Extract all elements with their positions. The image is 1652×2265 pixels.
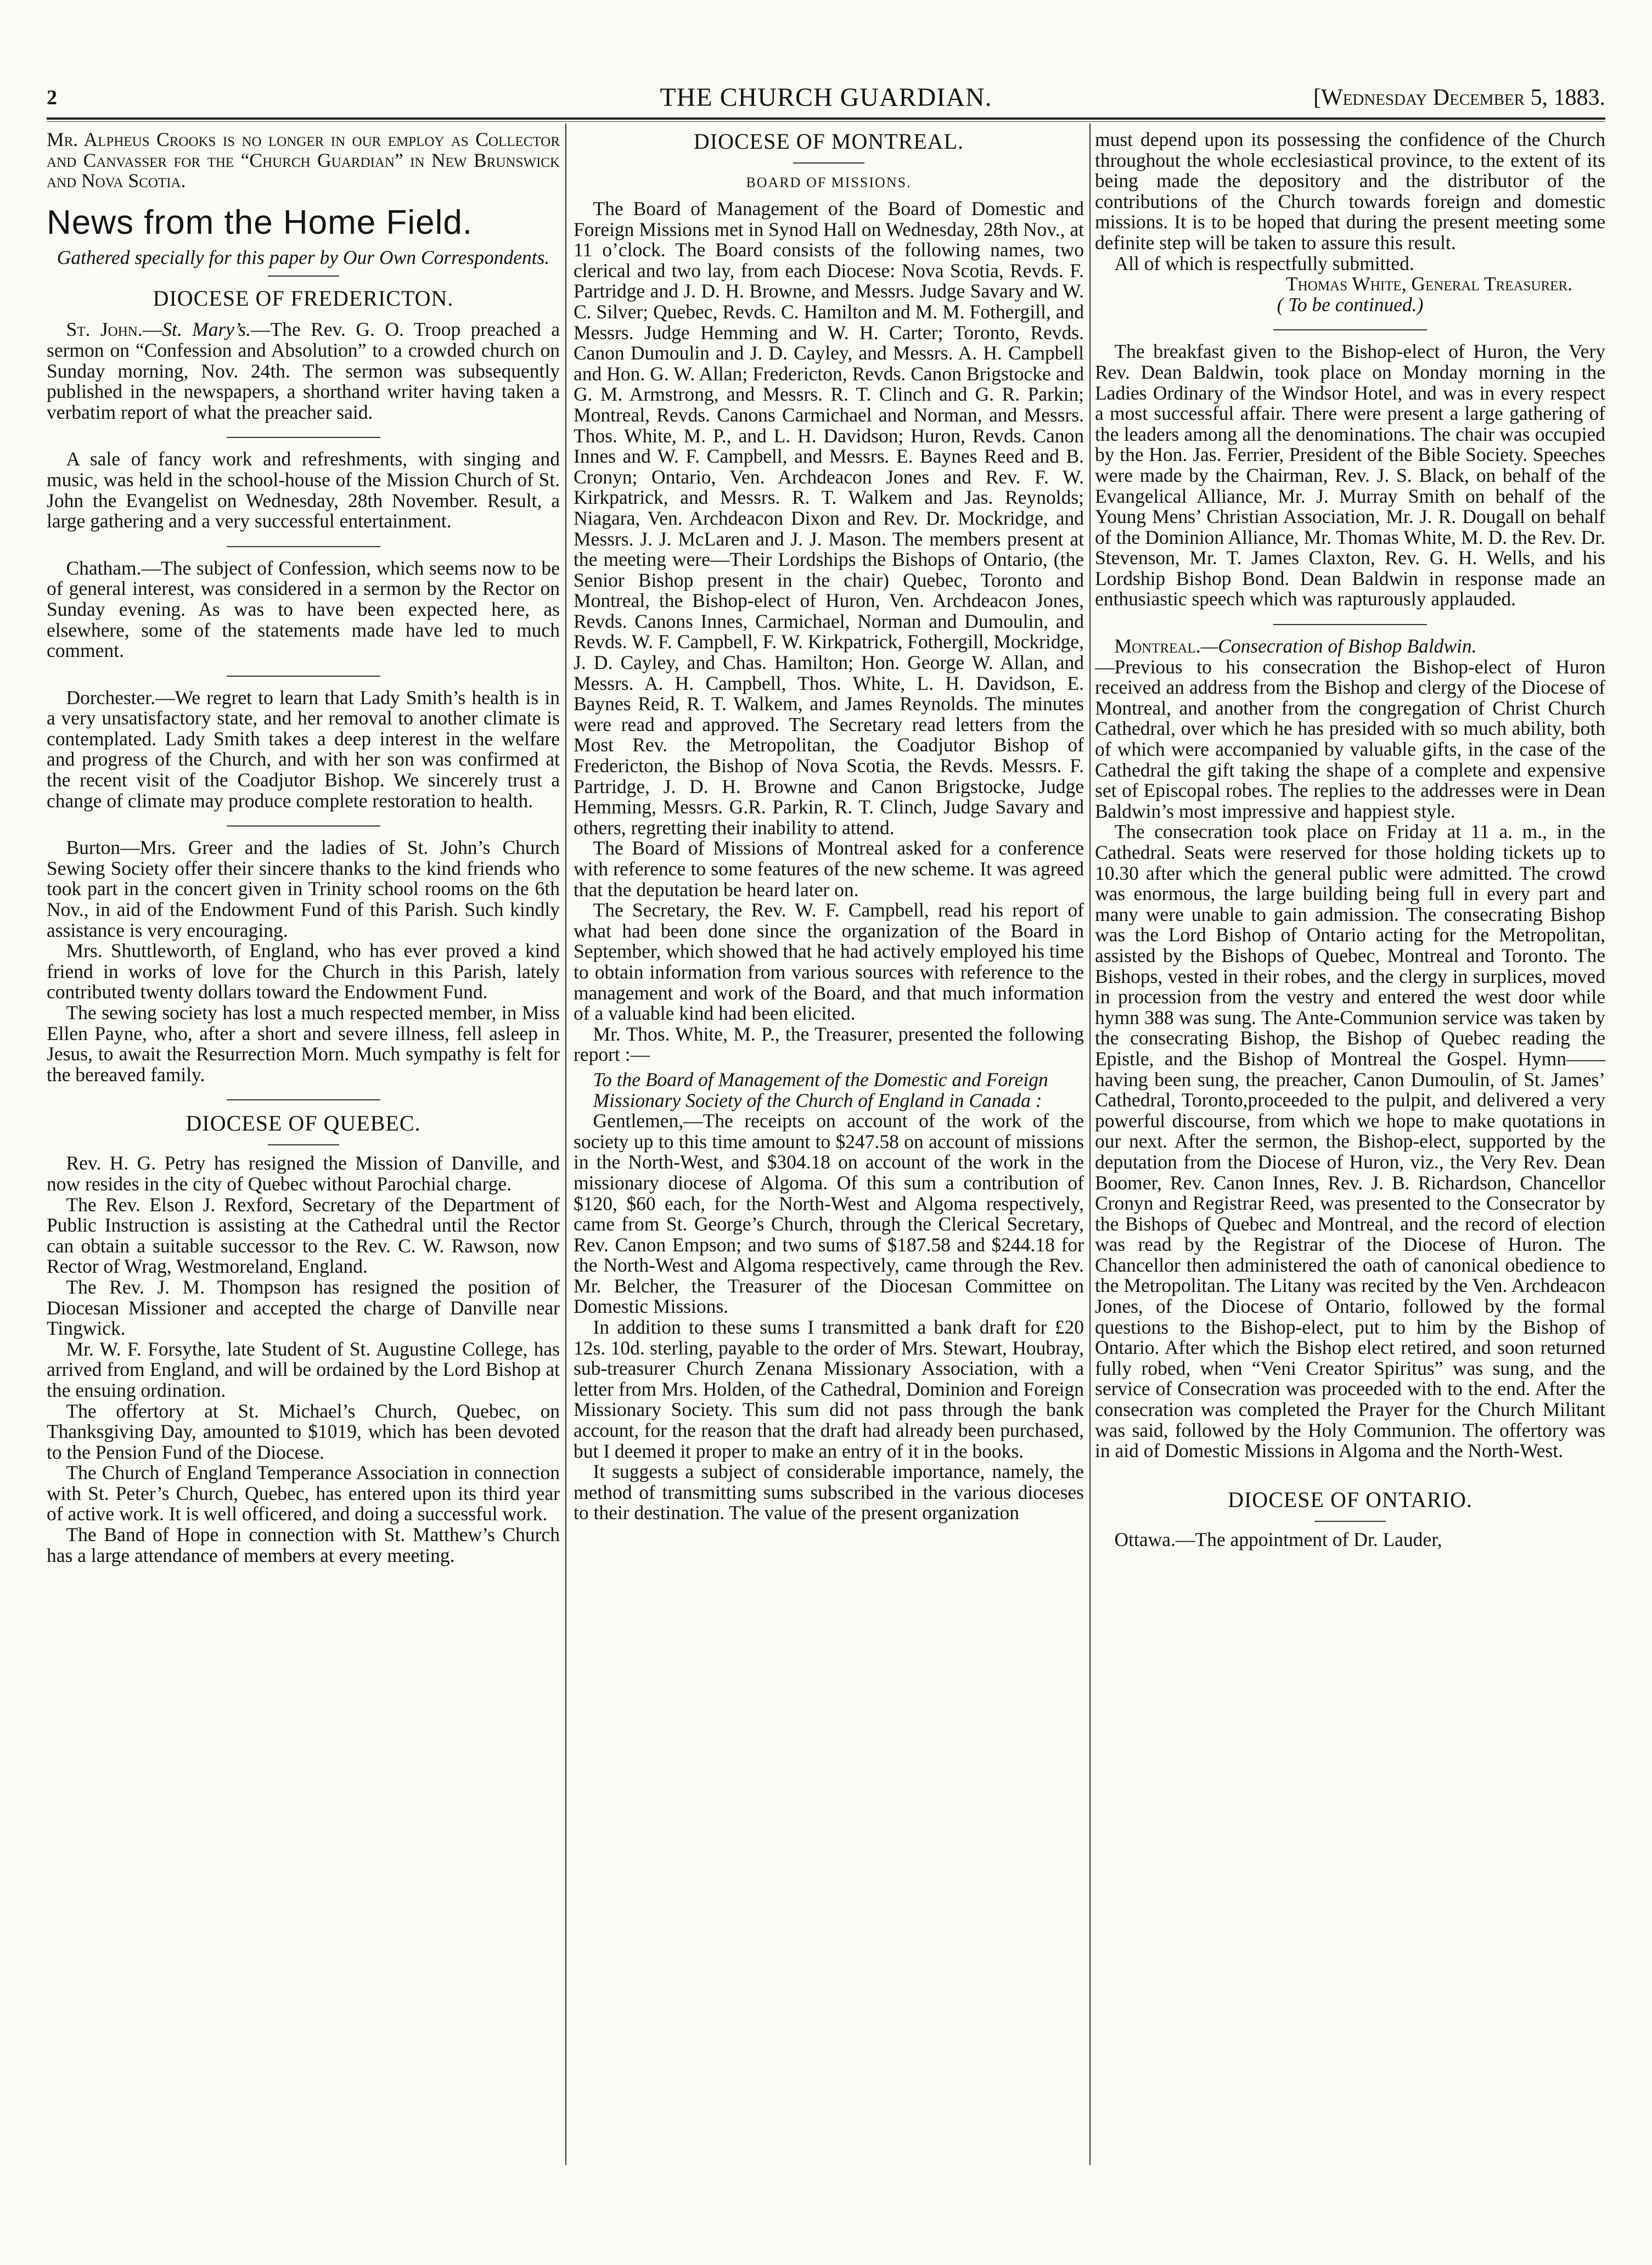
newspaper-title: THE CHURCH GUARDIAN. [660,83,992,112]
sewing-paragraph: The sewing society has lost a much respected member, in Miss Ellen Payne, who, after a short and severe illness, fell asleep in Jesus, to await the Resurrection Morn. Much sympathy is felt for the bereaved family. [47,1002,560,1086]
ottawa-paragraph: Ottawa.—The appointment of Dr. Lauder, [1114,1528,1442,1550]
forsythe-paragraph: Mr. W. F. Forsythe, late Student of St. Augustine College, has arrived from England, and will be ordained by the Lord Bishop at the ensuing ordination. [47,1337,560,1401]
quebec-heading: DIOCESE OF QUEBEC. [186,1111,421,1136]
thompson-paragraph: The Rev. J. M. Thompson has resigned the position of Diocesan Missioner and accepted the charge of Danville near Tingwick. [47,1275,560,1340]
board-paragraph-3: The Secretary, the Rev. W. F. Campbell, read his report of what had been done since the organization of the Board in September, which showed that he had actively employed his time to obtain information from various sources with reference to the management and work of the Board, and that much information of a valuable kind had been elicited. [574,899,1084,1025]
board-paragraph-2: The Board of Missions of Montreal asked for a conference with reference to some features of the new scheme. It was agreed that the deputation be heard later on. [574,837,1084,901]
column-1 [47,130,560,2177]
column-divider-1 [565,123,566,2165]
rule [268,1144,339,1145]
report-paragraph-3: It suggests a subject of considerable importance, namely, the method of transmitting sums subscribed in the various dioceses to their destination. The value of the present organization [574,1460,1084,1524]
report-continuation: must depend upon its possessing the confidence of the Church throughout the whole ecclesiastical province, to the extent of its being made the depository and the distributor of the contributions of the Church towards foreign and domestic missions. It is to be hoped that during the present meeting some definite step will be taken to assure this result. [1095,130,1605,254]
crooks-notice: Mr. Alpheus Crooks is no longer in our employ as Collector and Canvasser for the “Church Guardian” in New Brunswick and Nova Scotia. [47,130,560,192]
rule [268,276,339,277]
rule [227,825,380,827]
ontario-heading: DIOCESE OF ONTARIO. [1228,1487,1473,1512]
consecration-paragraph: The consecration took place on Friday at 11 a. m., in the Cathedral. Seats were reserved for those holding tickets up to 10.30 after which the general public were admitted. The crowd was enormous, the large building being full in every part and many were unable to gain admission. The consecrating Bishop was the Lord Bishop of Ontario acting for the Metropolitan, assisted by the Bishops of Quebec, Montreal and Toronto. The Bishops, vested in their robes, and the clergy in surplices, moved in procession from the vestry and entered the west door while hymn 388 was sung. The Ante-Communion service was taken by the consecrating Bishop, the Bishop of Quebec reading the Epistle, and the Bishop of Montreal the Gospel. Hymn——having been sung, the preacher, Canon Dumoulin, of St. James’ Cathedral, Toronto,proceeded to the pulpit, and delivered a very powerful discourse, from which we hope to make quotations in our next. After the sermon, the Bishop-elect, supported by the deputation from the Diocese of Huron, viz., the Very Rev. Dean Boomer, Rev. Canon Innes, Rev. J. B. Richardson, Chancellor Cronyn and Registrar Reed, was presented to the Consecrator by the Bishops of Quebec and Montreal, and the record of election was read by the Registrar of the Diocese of Huron. The Chancellor then administered the oath of canonical obedience to the Metropolitan. The Litany was recited by the Ven. Archdeacon Jones, of the Diocese of Ontario, followed by the formal questions to the Bishop-elect, put to him by the Bishop of Ontario. After which the Bishop elect retired, and soon returned fully robed, when “Veni Creator Spiritus” was sung, and the service of Consecration was proceeded with to the end. After the consecration was completed the Prayer for the Church Militant was said, followed by the Holy Communion. The offertory was in aid of Domestic Missions in Algoma and the North-West. [1095,820,1605,1462]
rule [227,1099,380,1100]
section-title: News from the Home Field. [47,203,473,241]
dorchester-paragraph: Dorchester.—We regret to learn that Lady Smith’s health is in a very unsatisfactory state, and her removal to another climate is contemplated. Lady Smith takes a deep interest in the welfare and progress of the Church, and with her son was confirmed at the recent visit of the Coadjutor Bishop. We sincerely trust a change of climate may produce complete restoration to health. [47,686,560,812]
chatham-paragraph: Chatham.—The subject of Confession, which seems now to be of general interest, was considered in a sermon by the Rector on Sunday evening. As was to have been expected here, as elsewhere, some of the statements made have led to much comment. [47,557,560,662]
masthead-rule [47,117,1605,120]
rule [793,162,864,164]
report-submitted: All of which is respectfully submitted. [1114,252,1414,274]
column-3 [1095,130,1605,2177]
fredericton-heading: DIOCESE OF FREDERICTON. [153,286,454,311]
montreal-lead: Montreal. [1114,635,1201,657]
rule [1273,329,1427,330]
gathered-byline: Gathered specially for this paper by Our Own Correspondents. [57,246,550,268]
shuttleworth-paragraph: Mrs. Shuttleworth, of England, who has ever proved a kind friend in works of love for the Church in this Parish, lately contributed twenty dollars toward the Endowment Fund. [47,940,560,1003]
bandofhope-paragraph: The Band of Hope in connection with St. Matthew’s Church has a large attendance of members at every meeting. [47,1524,560,1566]
petry-paragraph: Rev. H. G. Petry has resigned the Mission of Danville, and now resides in the city of Quebec without Parochial charge. [47,1152,560,1195]
rule [1314,1521,1386,1522]
board-paragraph-4: Mr. Thos. White, M. P., the Treasurer, presented the following report :— [574,1022,1084,1066]
montreal-heading: DIOCESE OF MONTREAL. [693,130,964,154]
board-subheading: BOARD OF MISSIONS. [746,175,912,190]
rule [227,437,380,438]
report-paragraph-2: In addition to these sums I transmitted a bank draft for £20 12s. 10d. sterling, payable to the order of Mrs. Stewart, Houbray, sub-treasurer Church Zenana Missionary Association, with a letter from Mrs. Holden, of the Cathedral, Dominion and Foreign Missionary Society. This sum did not pass through the bank account, for the reason that the draft had already been purchased, but I deemed it proper to make an entry of it in the books. [574,1316,1084,1462]
to-be-continued: ( To be continued.) [1277,293,1424,316]
montreal-paragraph [1095,636,1605,822]
stjohn-paragraph: St. John.—St. Mary’s.—The Rev. G. O. Troop preached a sermon on “Confession and Absolution” to a crowded church on Sunday morning, Nov. 24th. The sermon was subsequently published in the newspapers, a shorthand writer having taken a verbatim report of what the preacher said. [47,318,560,423]
rule [227,546,380,547]
rule [227,676,380,677]
report-paragraph-1: Gentlemen,—The receipts on account of the work of the society up to this time amount to $247.58 on account of missions in the North-West, and $304.18 on account of the work in the missionary diocese of Algoma. Of this sum a contribution of $120, $60 each, for the North-West and Algoma respectively, came from St. George’s Church, through the Clerical Secretary, Rev. Canon Empson; and two sums of $187.58 and $244.18 for the North-West and Algoma respectively, came through the Rev. Mr. Belcher, the Treasurer of the Diocesan Committee on Domestic Missions. [574,1110,1084,1318]
temperance-paragraph: The Church of England Temperance Association in connection with St. Peter’s Church, Quebec, has entered upon its third year of active work. It is well officered, and doing a successful work. [47,1462,560,1525]
sale-paragraph: A sale of fancy work and refreshments, with singing and music, was held in the school-house of the Mission Church of St. John the Evangelist on Wednesday, 28th November. Result, a large gathering and a very successful entertainment. [47,448,560,532]
stjohn-text: —The Rev. G. O. Troop preached a sermon on “Confession and Absolution” to a crowded church on Sunday morning, Nov. 24th. The sermon was subsequently published in the newspapers, a shorthand writer having taken a verbatim report of what the preacher said. [47,318,560,423]
breakfast-paragraph: The breakfast given to the Bishop-elect of Huron, the Very Rev. Dean Baldwin, took place on Monday morning in the Ladies Ordinary of the Windsor Hotel, and was in every respect a most successful affair. There were present a large gathering of the leaders among all the denominations. The chair was occupied by the Hon. Jas. Ferrier, President of the Bible Society. Speeches were made by the Chairman, Rev. J. S. Black, on behalf of the Evangelical Alliance, Mr. J. Murray Smith on behalf of the Young Mens’ Christian Association, Mr. J. R. Dougall on behalf of the Dominion Alliance, Mr. Thomas White, M. D. the Rev. Dr. Stevenson, Mr. T. James Claxton, Rev. G. H. Wells, and his Lordship Bishop Bond. Dean Baldwin in response made an enthusiastic speech which was rapturously applauded. [1095,340,1605,610]
masthead-rule-thin [47,121,1605,122]
board-paragraph-1: The Board of Management of the Board of Domestic and Foreign Missions met in Synod Hall on Wednesday, 28th Nov., at 11 o’clock. The Board consists of the following names, two clerical and two lay, from each Diocese: Nova Scotia, Revds. F. Partridge and J. D. H. Browne, and Messrs. Judge Savary and W. C. Silver; Quebec, Revds. C. Hamilton and M. M. Fothergill, and Messrs. Judge Hemming and W. H. Carter; Toronto, Revds. Canon Dumoulin and J. D. Cayley, and Messrs. A. H. Campbell and Hon. G. W. Allan; Fredericton, Revds. Canon Brigstocke and G. M. Armstrong, and Messrs. R. T. Clinch and G. R. Parkin; Montreal, Revds. Canons Carmichael and Norman, and Messrs. Thos. White, M. P., and L. H. Davidson; Huron, Revds. Canon Innes and W. F. Campbell, and Messrs. E. Baynes Reed and B. Cronyn; Ontario, Ven. Archdeacon Jones and Rev. F. W. Kirkpatrick, and Messrs. R. T. Walkem and Jas. Reynolds; Niagara, Ven. Archdeacon Dixon and Rev. Dr. Mockridge, and Messrs. J. J. McLaren and J. J. Mason. The members present at the meeting were—Their Lordships the Bishops of Ontario, (the Senior Bishop present in the chair) Quebec, Toronto and Montreal, the Bishop-elect of Huron, Ven. Archdeacon Jones, Revds. Canons Innes, Carmichael, Norman and Dumoulin, and Revds. W. F. Campbell, F. W. Kirkpatrick, Fothergill, Mockridge, J. D. Cayley, and Chas. Hamilton; Hon. George W. Allan, and Messrs. A. H. Campbell, Thos. White, L. H. Davidson, E. Baynes Reid, R. T. Walkem, and James Reynolds. The minutes were read and approved. The Secretary read letters from the Most Rev. the Metropolitan, the Coadjutor Bishop of Fredericton, the Bishop of Nova Scotia, the Revds. Messrs. F. Partridge, J. D. H. Browne and Canon Brigstocke, Judge Hemming, Messrs. G.R. Parkin, R. T. Clinch, Judge Savary and others, regretting their inability to attend. [574,198,1084,839]
page-number: 2 [47,86,57,109]
treasurer-signature: Thomas White, General Treasurer. [1286,273,1572,295]
offertory-paragraph: The offertory at St. Michael’s Church, Quebec, on Thanksgiving Day, amounted to $1019, which has been devoted to the Pension Fund of the Diocese. [47,1400,560,1463]
burton-paragraph: Burton—Mrs. Greer and the ladies of St. John’s Church Sewing Society offer their sincere thanks to the kind friends who took part in the concert given in Trinity school rooms on the 6th Nov., in aid of the Endowment Fund of this Parish. Such kindly assistance is very encouraging. [47,836,560,941]
report-address: To the Board of Management of the Domestic and Foreign Missionary Society of the Church of England in Canada : [593,1068,1048,1111]
issue-date: [Wednesday December 5, 1883. [1313,85,1605,110]
stjohn-lead: St. John. [66,318,143,341]
masthead [47,82,1605,116]
rule [1273,624,1427,625]
montreal-italic: —Consecration of Bishop Baldwin. [1200,635,1477,657]
column-divider-2 [1089,123,1091,2165]
column-2 [574,130,1084,2177]
montreal-text: —Previous to his consecration the Bishop-elect of Huron received an address from the Bishop and clergy of the Diocese of Montreal, and another from the congregation of Christ Church Cathedral, over which he has presided with so much ability, both of which were accompanied by valuable gifts, in the case of the Cathedral the gift taking the shape of a complete and expensive set of Episcopal robes. The replies to the addresses were in Dean Baldwin’s most impressive and happiest style. [1095,655,1605,822]
rexford-paragraph: The Rev. Elson J. Rexford, Secretary of the Department of Public Instruction is assisting at the Cathedral until the Rector can obtain a suitable successor to the Rev. C. W. Rawson, now Rector of Wrag, Westmoreland, England. [47,1193,560,1278]
stjohn-italic: St. Mary’s. [162,318,251,341]
